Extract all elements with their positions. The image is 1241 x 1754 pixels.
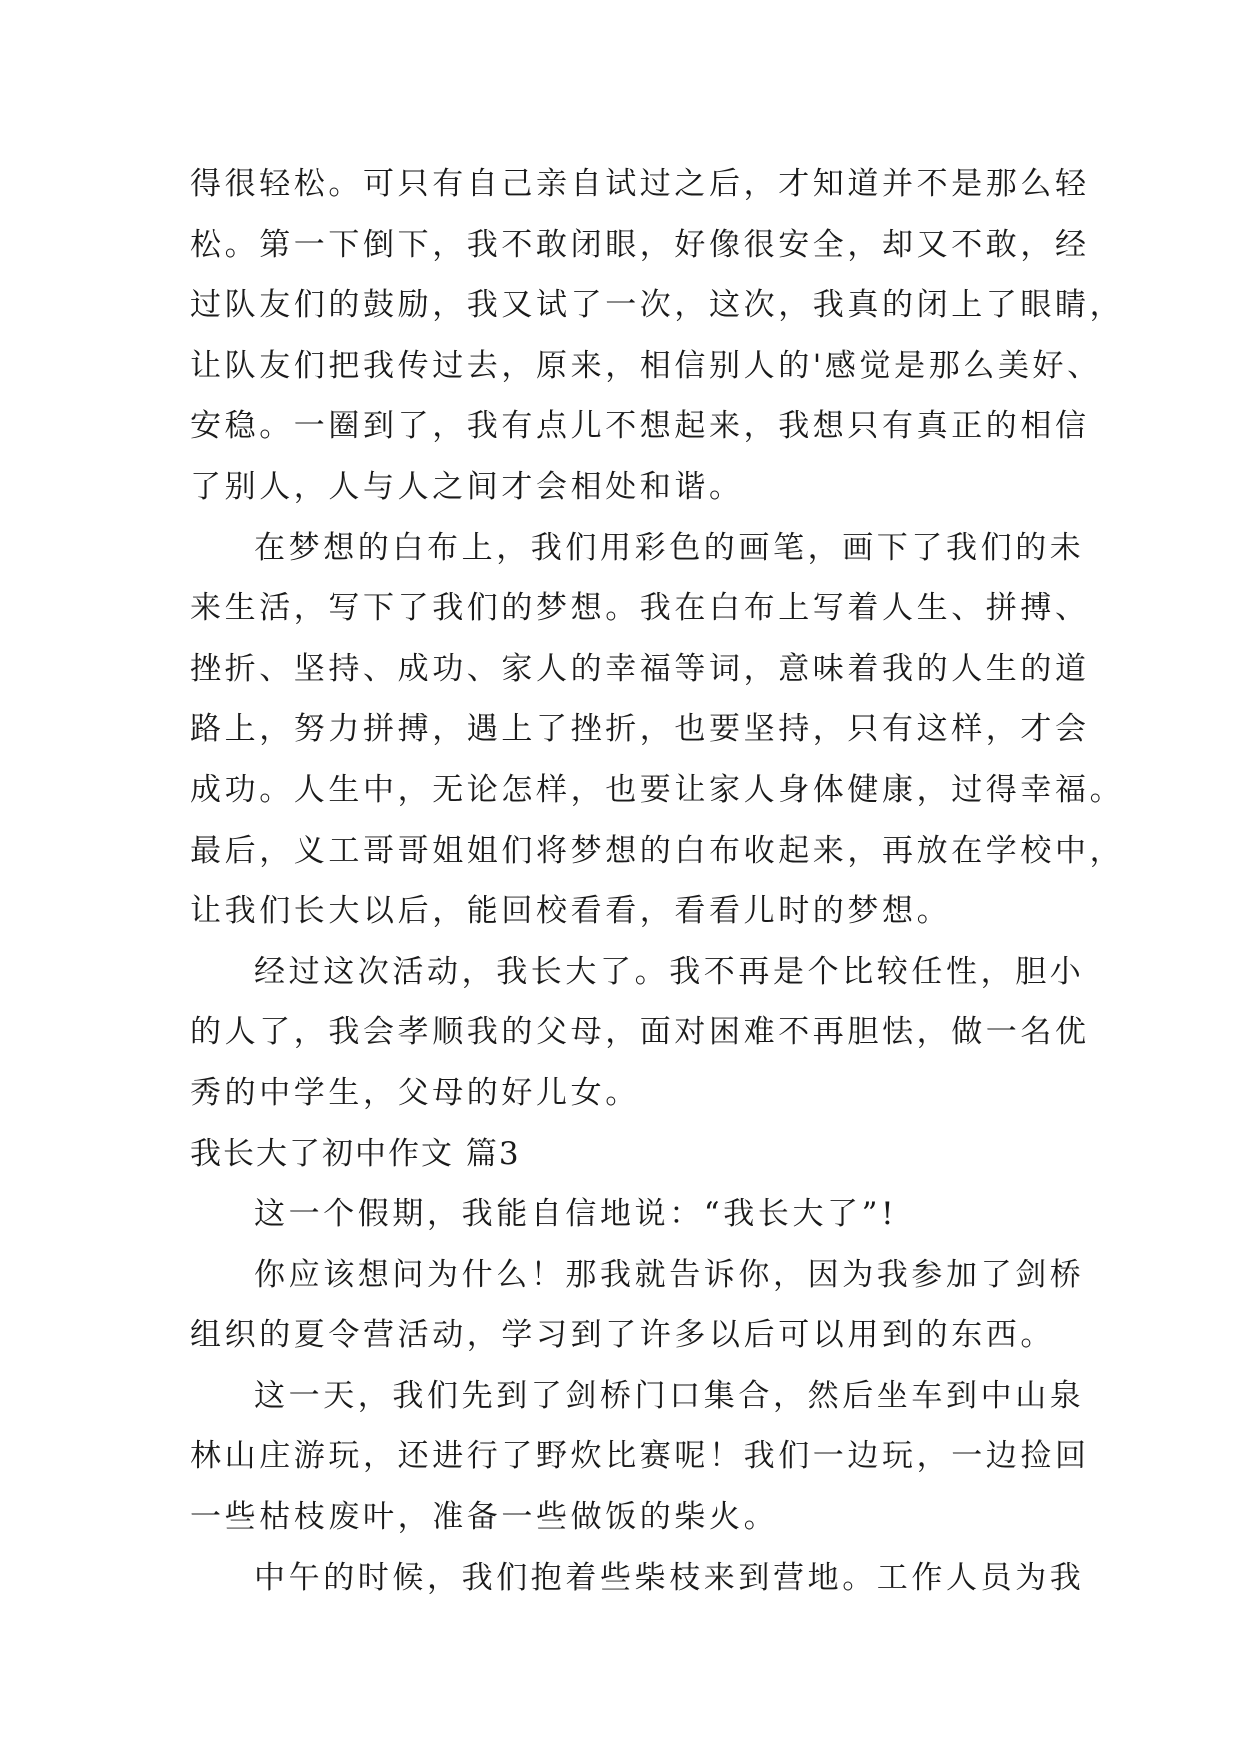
paragraph-first-line: 经过这次活动，我长大了。我不再是个比较任性，胆小 xyxy=(254,953,1085,990)
document-body xyxy=(190,154,1125,1608)
text-line: 得很轻松。可只有自己亲自试过之后，才知道并不是那么轻 xyxy=(190,166,1090,202)
text-line: 让队友们把我传过去，原来，相信别人的'感觉是那么美好、 xyxy=(190,347,1102,384)
text-line: 一些枯枝废叶，准备一些做饭的柴火。 xyxy=(190,1499,779,1536)
text-line: 过队友们的鼓励，我又试了一次，这次，我真的闭上了眼睛， xyxy=(190,287,1125,324)
text-line: 林山庄游玩，还进行了野炊比赛呢！我们一边玩，一边捡回 xyxy=(190,1438,1090,1475)
text-line: 路上，努力拼搏，遇上了挫折，也要坚持，只有这样，才会 xyxy=(190,711,1090,748)
text-line: 来生活，写下了我们的梦想。我在白布上写着人生、拼搏、 xyxy=(190,590,1090,627)
text-line: 安稳。一圈到了，我有点儿不想起来，我想只有真正的相信 xyxy=(190,408,1090,445)
paragraph-first-line: 这一天，我们先到了剑桥门口集合，然后坐车到中山泉 xyxy=(254,1377,1085,1414)
text-line: 最后，义工哥哥姐姐们将梦想的白布收起来，再放在学校中， xyxy=(190,832,1125,869)
section-heading: 我长大了初中作文 篇3 xyxy=(190,1135,521,1172)
text-line: 了别人，人与人之间才会相处和谐。 xyxy=(190,468,744,505)
text-line: 挫折、坚持、成功、家人的幸福等词，意味着我的人生的道 xyxy=(190,650,1090,687)
text-line: 组织的夏令营活动，学习到了许多以后可以用到的东西。 xyxy=(190,1317,1055,1354)
text-line: 的人了，我会孝顺我的父母，面对困难不再胆怯，做一名优 xyxy=(190,1014,1090,1051)
text-line: 让我们长大以后，能回校看看，看看儿时的梦想。 xyxy=(190,893,952,930)
text-line: 松。第一下倒下，我不敢闭眼，好像很安全，却又不敢，经 xyxy=(190,226,1090,263)
paragraph-first-line: 你应该想问为什么！那我就告诉你，因为我参加了剑桥 xyxy=(254,1256,1085,1293)
text-line: 成功。人生中，无论怎样，也要让家人身体健康，过得幸福。 xyxy=(190,771,1125,808)
text-line: 秀的中学生，父母的好儿女。 xyxy=(190,1074,640,1111)
paragraph-first-line: 中午的时候，我们抱着些柴枝来到营地。工作人员为我 xyxy=(254,1559,1085,1596)
paragraph-first-line: 这一个假期，我能自信地说：“我长大了”! xyxy=(254,1196,898,1233)
paragraph-first-line: 在梦想的白布上，我们用彩色的画笔，画下了我们的未 xyxy=(254,529,1085,566)
